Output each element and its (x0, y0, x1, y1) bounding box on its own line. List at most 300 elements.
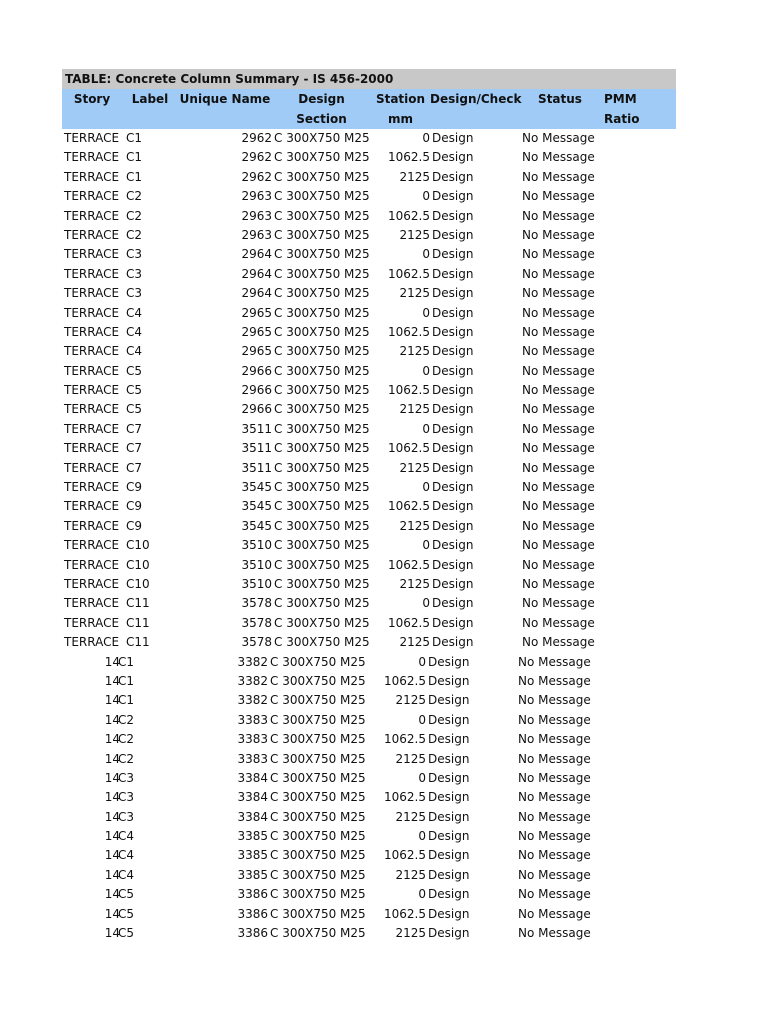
cell-unique-name[interactable]: 2966 (241, 363, 272, 378)
cell-story[interactable]: TERRACE (64, 324, 120, 339)
header-station[interactable] (371, 89, 430, 129)
cell-story[interactable]: TERRACE (64, 480, 120, 495)
cell-design-check[interactable]: Design (432, 576, 474, 591)
table-row[interactable] (62, 478, 676, 497)
cell-label[interactable]: C2 (126, 208, 143, 223)
cell-label[interactable]: C1 (126, 131, 143, 145)
cell-status[interactable]: No Message (522, 266, 595, 281)
cell-status[interactable]: No Message (522, 421, 595, 436)
cell-pmm-ratio[interactable] (596, 885, 672, 904)
cell-story[interactable]: 14 (104, 926, 120, 941)
cell-pmm-ratio[interactable] (600, 381, 676, 400)
cell-unique-name[interactable]: 3383 (237, 712, 268, 727)
cell-station[interactable]: 0 (418, 712, 426, 727)
cell-label[interactable]: C4 (118, 848, 135, 863)
cell-pmm-ratio[interactable] (600, 304, 676, 323)
cell-story[interactable]: TERRACE (64, 131, 120, 145)
cell-story[interactable]: 14 (104, 887, 120, 902)
cell-unique-name[interactable]: 2965 (241, 324, 272, 339)
cell-label[interactable]: C1 (118, 654, 135, 669)
cell-station[interactable]: 0 (422, 480, 430, 495)
cell-station[interactable]: 2125 (399, 402, 430, 417)
cell-pmm-ratio[interactable] (600, 168, 676, 187)
cell-design-section[interactable]: C 300X750 M25 (270, 751, 366, 766)
cell-status[interactable]: No Message (518, 693, 591, 708)
cell-status[interactable]: No Message (518, 848, 591, 863)
cell-unique-name[interactable]: 2966 (241, 383, 272, 398)
cell-design-section[interactable]: C 300X750 M25 (274, 305, 370, 320)
cell-story[interactable]: TERRACE (64, 189, 120, 204)
cell-pmm-ratio[interactable] (600, 497, 676, 516)
cell-unique-name[interactable]: 2962 (241, 169, 272, 184)
cell-design-check[interactable]: Design (428, 751, 470, 766)
cell-unique-name[interactable]: 3510 (241, 538, 272, 553)
cell-pmm-ratio[interactable] (596, 846, 672, 865)
header-design-section[interactable] (272, 89, 371, 129)
cell-station[interactable]: 2125 (395, 867, 426, 882)
cell-station[interactable]: 2125 (399, 460, 430, 475)
cell-status[interactable]: No Message (522, 208, 595, 223)
cell-story[interactable]: 14 (104, 867, 120, 882)
cell-station[interactable]: 2125 (399, 286, 430, 301)
cell-design-section[interactable]: C 300X750 M25 (270, 906, 366, 921)
cell-unique-name[interactable]: 3386 (237, 926, 268, 941)
cell-label[interactable]: C3 (118, 790, 135, 805)
cell-station[interactable]: 1062.5 (388, 150, 430, 165)
cell-design-check[interactable]: Design (428, 829, 470, 844)
cell-design-check[interactable]: Design (428, 693, 470, 708)
cell-unique-name[interactable]: 2965 (241, 344, 272, 359)
cell-unique-name[interactable]: 3511 (241, 460, 272, 475)
cell-design-section[interactable]: C 300X750 M25 (274, 266, 370, 281)
table-row[interactable] (62, 400, 676, 419)
cell-station[interactable]: 1062.5 (388, 615, 430, 630)
cell-story[interactable]: TERRACE (64, 538, 120, 553)
cell-design-section[interactable]: C 300X750 M25 (274, 208, 370, 223)
cell-design-section[interactable]: C 300X750 M25 (274, 189, 370, 204)
table-row[interactable] (62, 653, 676, 672)
cell-pmm-ratio[interactable] (600, 265, 676, 284)
cell-label[interactable]: C4 (126, 344, 143, 359)
cell-pmm-ratio[interactable] (596, 827, 672, 846)
cell-status[interactable]: No Message (522, 615, 595, 630)
cell-label[interactable]: C2 (118, 712, 135, 727)
cell-design-check[interactable]: Design (432, 615, 474, 630)
table-row[interactable] (62, 420, 676, 439)
cell-pmm-ratio[interactable] (600, 594, 676, 613)
cell-design-section[interactable]: C 300X750 M25 (274, 131, 370, 145)
table-row[interactable] (62, 924, 676, 943)
cell-design-check[interactable]: Design (432, 324, 474, 339)
cell-status[interactable]: No Message (518, 829, 591, 844)
cell-station[interactable]: 1062.5 (388, 208, 430, 223)
cell-pmm-ratio[interactable] (600, 459, 676, 478)
cell-design-section[interactable]: C 300X750 M25 (274, 383, 370, 398)
cell-station[interactable]: 0 (422, 596, 430, 611)
cell-pmm-ratio[interactable] (596, 788, 672, 807)
cell-pmm-ratio[interactable] (596, 672, 672, 691)
table-row[interactable] (62, 245, 676, 264)
header-story[interactable] (62, 89, 122, 129)
cell-status[interactable]: No Message (518, 751, 591, 766)
table-row[interactable] (62, 672, 676, 691)
table-row[interactable] (62, 827, 676, 846)
cell-station[interactable]: 1062.5 (384, 906, 426, 921)
cell-story[interactable]: TERRACE (64, 344, 120, 359)
cell-pmm-ratio[interactable] (596, 711, 672, 730)
cell-design-section[interactable]: C 300X750 M25 (274, 615, 370, 630)
cell-status[interactable]: No Message (522, 363, 595, 378)
table-row[interactable] (62, 730, 676, 749)
cell-station[interactable]: 1062.5 (388, 266, 430, 281)
cell-unique-name[interactable]: 3385 (237, 848, 268, 863)
cell-status[interactable]: No Message (522, 247, 595, 262)
cell-story[interactable]: TERRACE (64, 557, 120, 572)
table-row[interactable] (62, 381, 676, 400)
cell-unique-name[interactable]: 3511 (241, 421, 272, 436)
cell-label[interactable]: C5 (126, 402, 143, 417)
cell-label[interactable]: C3 (118, 770, 135, 785)
cell-station[interactable]: 0 (418, 654, 426, 669)
cell-design-check[interactable]: Design (432, 266, 474, 281)
cell-design-section[interactable]: C 300X750 M25 (274, 247, 370, 262)
cell-design-check[interactable]: Design (428, 732, 470, 747)
cell-unique-name[interactable]: 3545 (241, 518, 272, 533)
cell-station[interactable]: 1062.5 (388, 441, 430, 456)
header-status[interactable] (520, 89, 600, 129)
cell-status[interactable]: No Message (518, 926, 591, 941)
table-row[interactable] (62, 536, 676, 555)
cell-unique-name[interactable]: 2964 (241, 247, 272, 262)
cell-station[interactable]: 2125 (395, 809, 426, 824)
table-row[interactable] (62, 846, 676, 865)
cell-design-section[interactable]: C 300X750 M25 (270, 867, 366, 882)
cell-unique-name[interactable]: 3386 (237, 887, 268, 902)
cell-pmm-ratio[interactable] (596, 653, 672, 672)
table-row[interactable] (62, 226, 676, 245)
cell-pmm-ratio[interactable] (596, 730, 672, 749)
cell-status[interactable]: No Message (522, 441, 595, 456)
cell-pmm-ratio[interactable] (600, 129, 676, 148)
table-row[interactable] (62, 905, 676, 924)
cell-label[interactable]: C1 (126, 169, 143, 184)
cell-status[interactable]: No Message (522, 538, 595, 553)
cell-story[interactable]: TERRACE (64, 596, 120, 611)
cell-design-check[interactable]: Design (428, 770, 470, 785)
cell-unique-name[interactable]: 2966 (241, 402, 272, 417)
cell-design-check[interactable]: Design (432, 208, 474, 223)
cell-unique-name[interactable]: 3510 (241, 557, 272, 572)
cell-story[interactable]: TERRACE (64, 421, 120, 436)
cell-label[interactable]: C4 (118, 829, 135, 844)
cell-design-check[interactable]: Design (428, 809, 470, 824)
cell-station[interactable]: 0 (422, 189, 430, 204)
cell-station[interactable]: 1062.5 (384, 790, 426, 805)
cell-station[interactable]: 0 (418, 770, 426, 785)
cell-label[interactable]: C7 (126, 460, 143, 475)
cell-status[interactable]: No Message (522, 305, 595, 320)
table-row[interactable] (62, 265, 676, 284)
cell-unique-name[interactable]: 3385 (237, 829, 268, 844)
cell-unique-name[interactable]: 3385 (237, 867, 268, 882)
cell-station[interactable]: 1062.5 (388, 383, 430, 398)
cell-story[interactable]: 14 (104, 848, 120, 863)
cell-label[interactable]: C11 (126, 615, 150, 630)
cell-label[interactable]: C10 (126, 576, 150, 591)
cell-story[interactable]: 14 (104, 732, 120, 747)
table-row[interactable] (62, 517, 676, 536)
cell-design-check[interactable]: Design (432, 480, 474, 495)
table-row[interactable] (62, 808, 676, 827)
cell-status[interactable]: No Message (522, 480, 595, 495)
cell-label[interactable]: C9 (126, 480, 143, 495)
cell-design-section[interactable]: C 300X750 M25 (274, 480, 370, 495)
cell-design-section[interactable]: C 300X750 M25 (270, 712, 366, 727)
cell-design-section[interactable]: C 300X750 M25 (274, 286, 370, 301)
table-row[interactable] (62, 207, 676, 226)
table-row[interactable] (62, 323, 676, 342)
cell-unique-name[interactable]: 2963 (241, 208, 272, 223)
cell-design-section[interactable]: C 300X750 M25 (270, 693, 366, 708)
cell-label[interactable]: C1 (118, 673, 135, 688)
cell-station[interactable]: 1062.5 (388, 324, 430, 339)
cell-unique-name[interactable]: 2963 (241, 227, 272, 242)
cell-station[interactable]: 2125 (395, 926, 426, 941)
cell-station[interactable]: 1062.5 (384, 673, 426, 688)
cell-status[interactable]: No Message (518, 673, 591, 688)
cell-pmm-ratio[interactable] (600, 342, 676, 361)
cell-pmm-ratio[interactable] (596, 808, 672, 827)
cell-story[interactable]: 14 (104, 673, 120, 688)
table-row[interactable] (62, 711, 676, 730)
cell-label[interactable]: C7 (126, 421, 143, 436)
cell-station[interactable]: 2125 (395, 693, 426, 708)
cell-design-section[interactable]: C 300X750 M25 (274, 344, 370, 359)
cell-pmm-ratio[interactable] (596, 866, 672, 885)
cell-label[interactable]: C11 (126, 635, 150, 650)
cell-design-check[interactable]: Design (432, 596, 474, 611)
cell-station[interactable]: 0 (422, 363, 430, 378)
cell-design-section[interactable]: C 300X750 M25 (270, 829, 366, 844)
cell-unique-name[interactable]: 2964 (241, 266, 272, 281)
cell-label[interactable]: C4 (126, 305, 143, 320)
cell-station[interactable]: 2125 (395, 751, 426, 766)
cell-design-check[interactable]: Design (432, 150, 474, 165)
cell-design-check[interactable]: Design (432, 131, 474, 145)
cell-unique-name[interactable]: 3511 (241, 441, 272, 456)
cell-design-section[interactable]: C 300X750 M25 (274, 402, 370, 417)
cell-pmm-ratio[interactable] (600, 323, 676, 342)
cell-design-section[interactable]: C 300X750 M25 (270, 770, 366, 785)
cell-label[interactable]: C7 (126, 441, 143, 456)
cell-unique-name[interactable]: 3545 (241, 480, 272, 495)
cell-unique-name[interactable]: 3578 (241, 596, 272, 611)
cell-design-check[interactable]: Design (428, 926, 470, 941)
cell-design-section[interactable]: C 300X750 M25 (274, 169, 370, 184)
cell-status[interactable]: No Message (518, 887, 591, 902)
cell-status[interactable]: No Message (522, 402, 595, 417)
cell-station[interactable]: 1062.5 (384, 848, 426, 863)
cell-status[interactable]: No Message (522, 169, 595, 184)
table-row[interactable] (62, 594, 676, 613)
cell-status[interactable]: No Message (522, 460, 595, 475)
cell-status[interactable]: No Message (522, 596, 595, 611)
cell-label[interactable]: C5 (118, 926, 135, 941)
cell-design-check[interactable]: Design (432, 460, 474, 475)
cell-story[interactable]: 14 (104, 790, 120, 805)
cell-unique-name[interactable]: 3578 (241, 635, 272, 650)
cell-label[interactable]: C3 (126, 247, 143, 262)
header-design-check[interactable] (430, 89, 520, 129)
cell-story[interactable]: TERRACE (64, 169, 120, 184)
cell-label[interactable]: C10 (126, 538, 150, 553)
cell-status[interactable]: No Message (522, 344, 595, 359)
cell-station[interactable]: 2125 (399, 576, 430, 591)
cell-label[interactable]: C3 (126, 286, 143, 301)
cell-pmm-ratio[interactable] (600, 284, 676, 303)
cell-design-section[interactable]: C 300X750 M25 (274, 324, 370, 339)
cell-station[interactable]: 0 (422, 247, 430, 262)
cell-status[interactable]: No Message (518, 867, 591, 882)
cell-design-check[interactable]: Design (432, 286, 474, 301)
cell-story[interactable]: TERRACE (64, 460, 120, 475)
cell-story[interactable]: TERRACE (64, 286, 120, 301)
cell-station[interactable]: 2125 (399, 227, 430, 242)
cell-pmm-ratio[interactable] (600, 575, 676, 594)
table-row[interactable] (62, 575, 676, 594)
cell-station[interactable]: 0 (418, 887, 426, 902)
cell-design-section[interactable]: C 300X750 M25 (270, 790, 366, 805)
cell-status[interactable]: No Message (522, 286, 595, 301)
cell-design-section[interactable]: C 300X750 M25 (274, 227, 370, 242)
cell-unique-name[interactable]: 2962 (241, 150, 272, 165)
cell-status[interactable]: No Message (522, 189, 595, 204)
cell-unique-name[interactable]: 3578 (241, 615, 272, 630)
cell-unique-name[interactable]: 3386 (237, 906, 268, 921)
cell-design-section[interactable]: C 300X750 M25 (274, 150, 370, 165)
cell-status[interactable]: No Message (522, 324, 595, 339)
cell-unique-name[interactable]: 3382 (237, 654, 268, 669)
cell-unique-name[interactable]: 3545 (241, 499, 272, 514)
cell-pmm-ratio[interactable] (600, 226, 676, 245)
cell-story[interactable]: TERRACE (64, 499, 120, 514)
cell-label[interactable]: C2 (118, 751, 135, 766)
cell-station[interactable]: 1062.5 (384, 732, 426, 747)
cell-station[interactable]: 2125 (399, 635, 430, 650)
cell-status[interactable]: No Message (518, 712, 591, 727)
cell-pmm-ratio[interactable] (600, 633, 676, 652)
cell-status[interactable]: No Message (522, 150, 595, 165)
cell-story[interactable]: TERRACE (64, 305, 120, 320)
table-row[interactable] (62, 342, 676, 361)
cell-station[interactable]: 1062.5 (388, 499, 430, 514)
cell-design-section[interactable]: C 300X750 M25 (270, 809, 366, 824)
cell-status[interactable]: No Message (518, 732, 591, 747)
cell-unique-name[interactable]: 3382 (237, 693, 268, 708)
cell-design-check[interactable]: Design (432, 169, 474, 184)
cell-design-section[interactable]: C 300X750 M25 (274, 596, 370, 611)
cell-design-check[interactable]: Design (432, 441, 474, 456)
cell-unique-name[interactable]: 3510 (241, 576, 272, 591)
cell-story[interactable]: TERRACE (64, 266, 120, 281)
cell-story[interactable]: 14 (104, 654, 120, 669)
cell-story[interactable]: TERRACE (64, 150, 120, 165)
cell-station[interactable]: 1062.5 (388, 557, 430, 572)
cell-story[interactable]: TERRACE (64, 615, 120, 630)
cell-story[interactable]: 14 (104, 770, 120, 785)
cell-status[interactable]: No Message (522, 383, 595, 398)
cell-unique-name[interactable]: 3383 (237, 732, 268, 747)
cell-design-section[interactable]: C 300X750 M25 (270, 926, 366, 941)
cell-label[interactable]: C3 (126, 266, 143, 281)
cell-status[interactable]: No Message (522, 131, 595, 145)
cell-label[interactable]: C9 (126, 518, 143, 533)
cell-design-check[interactable]: Design (428, 790, 470, 805)
cell-label[interactable]: C2 (126, 227, 143, 242)
cell-pmm-ratio[interactable] (600, 187, 676, 206)
cell-pmm-ratio[interactable] (600, 439, 676, 458)
cell-pmm-ratio[interactable] (600, 245, 676, 264)
cell-pmm-ratio[interactable] (596, 769, 672, 788)
table-row[interactable] (62, 129, 676, 148)
cell-design-check[interactable]: Design (432, 499, 474, 514)
cell-status[interactable]: No Message (518, 790, 591, 805)
cell-label[interactable]: C5 (126, 363, 143, 378)
cell-pmm-ratio[interactable] (600, 400, 676, 419)
table-row[interactable] (62, 556, 676, 575)
cell-story[interactable]: 14 (104, 693, 120, 708)
cell-design-section[interactable]: C 300X750 M25 (274, 518, 370, 533)
cell-label[interactable]: C1 (118, 693, 135, 708)
table-row[interactable] (62, 885, 676, 904)
cell-design-check[interactable]: Design (428, 712, 470, 727)
cell-story[interactable]: 14 (104, 751, 120, 766)
cell-design-check[interactable]: Design (432, 344, 474, 359)
cell-label[interactable]: C5 (118, 906, 135, 921)
cell-design-section[interactable]: C 300X750 M25 (274, 576, 370, 591)
cell-design-check[interactable]: Design (432, 383, 474, 398)
cell-design-check[interactable]: Design (432, 635, 474, 650)
cell-design-section[interactable]: C 300X750 M25 (274, 538, 370, 553)
cell-design-section[interactable]: C 300X750 M25 (270, 673, 366, 688)
table-row[interactable] (62, 614, 676, 633)
cell-unique-name[interactable]: 3384 (237, 770, 268, 785)
cell-story[interactable]: TERRACE (64, 402, 120, 417)
cell-station[interactable]: 0 (418, 829, 426, 844)
cell-station[interactable]: 0 (422, 538, 430, 553)
cell-design-check[interactable]: Design (432, 227, 474, 242)
cell-pmm-ratio[interactable] (596, 924, 672, 943)
cell-design-check[interactable]: Design (432, 402, 474, 417)
cell-status[interactable]: No Message (522, 576, 595, 591)
cell-pmm-ratio[interactable] (600, 362, 676, 381)
cell-pmm-ratio[interactable] (600, 148, 676, 167)
cell-design-section[interactable]: C 300X750 M25 (274, 363, 370, 378)
cell-story[interactable]: TERRACE (64, 576, 120, 591)
cell-story[interactable]: TERRACE (64, 383, 120, 398)
cell-station[interactable]: 2125 (399, 518, 430, 533)
cell-design-check[interactable]: Design (432, 363, 474, 378)
cell-design-check[interactable]: Design (428, 654, 470, 669)
cell-label[interactable]: C3 (118, 809, 135, 824)
cell-station[interactable]: 2125 (399, 344, 430, 359)
table-row[interactable] (62, 691, 676, 710)
cell-design-check[interactable]: Design (428, 867, 470, 882)
cell-story[interactable]: TERRACE (64, 227, 120, 242)
cell-label[interactable]: C10 (126, 557, 150, 572)
cell-design-section[interactable]: C 300X750 M25 (270, 848, 366, 863)
cell-status[interactable]: No Message (518, 654, 591, 669)
